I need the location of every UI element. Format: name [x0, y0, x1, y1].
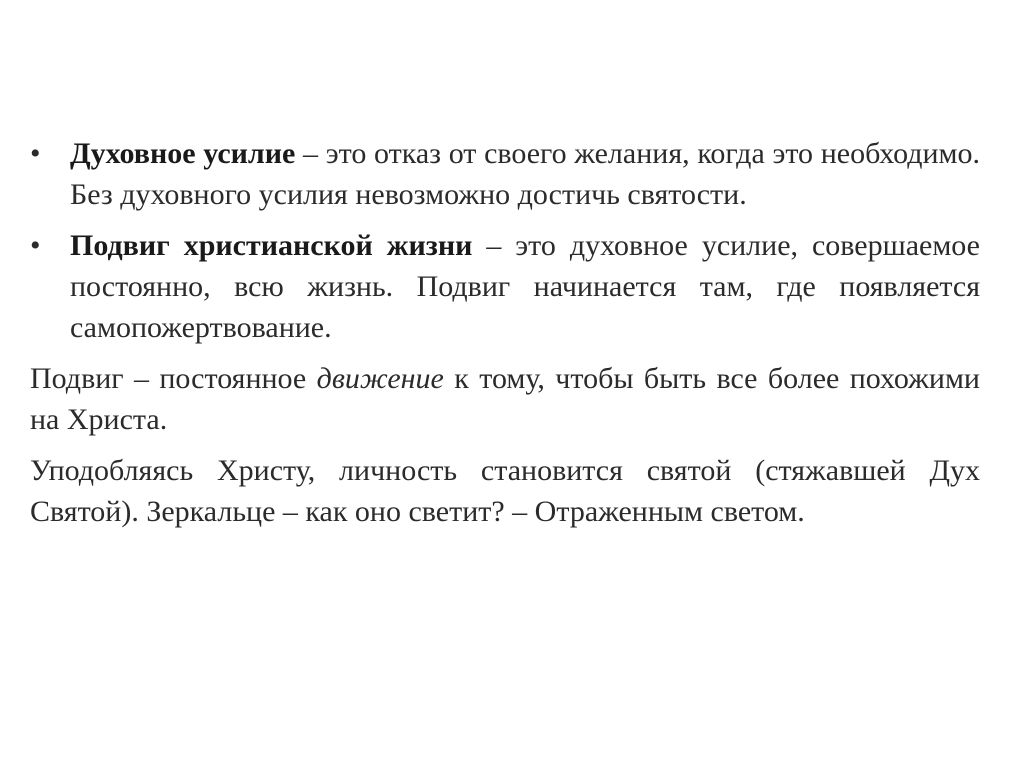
paragraph-feat-before: Подвиг – постоянное: [30, 362, 317, 395]
term-christian-feat: Подвиг христианской жизни: [70, 229, 473, 262]
paragraph-feat-emphasis: движение: [316, 362, 444, 395]
definition-spiritual-effort: – это отказ от своего желания, когда это необходимо. Без духовного усилия невозможно достичь святости.: [70, 137, 981, 211]
bullet-icon: •: [30, 229, 41, 262]
bullet-item-spiritual-effort: [30, 133, 980, 215]
paragraph-feat-movement: [30, 358, 980, 440]
term-spiritual-effort: Духовное усилие: [70, 137, 296, 170]
slide-content: [30, 133, 980, 542]
bullet-icon: •: [30, 137, 41, 170]
paragraph-feat-after: к тому, чтобы быть все более похожими на Христа.: [30, 362, 980, 436]
paragraph-likeness: [30, 450, 980, 532]
paragraph-likeness-text: Уподобляясь Христу, личность становится святой (стяжавшей Дух Святой). Зеркальце – как оно светит? – Отраженным светом.: [30, 454, 980, 528]
bullet-item-christian-feat: [30, 225, 980, 348]
definition-christian-feat: – это духовное усилие, совершаемое постоянно, всю жизнь. Подвиг начинается там, где появляется самопожертвование.: [70, 229, 980, 344]
